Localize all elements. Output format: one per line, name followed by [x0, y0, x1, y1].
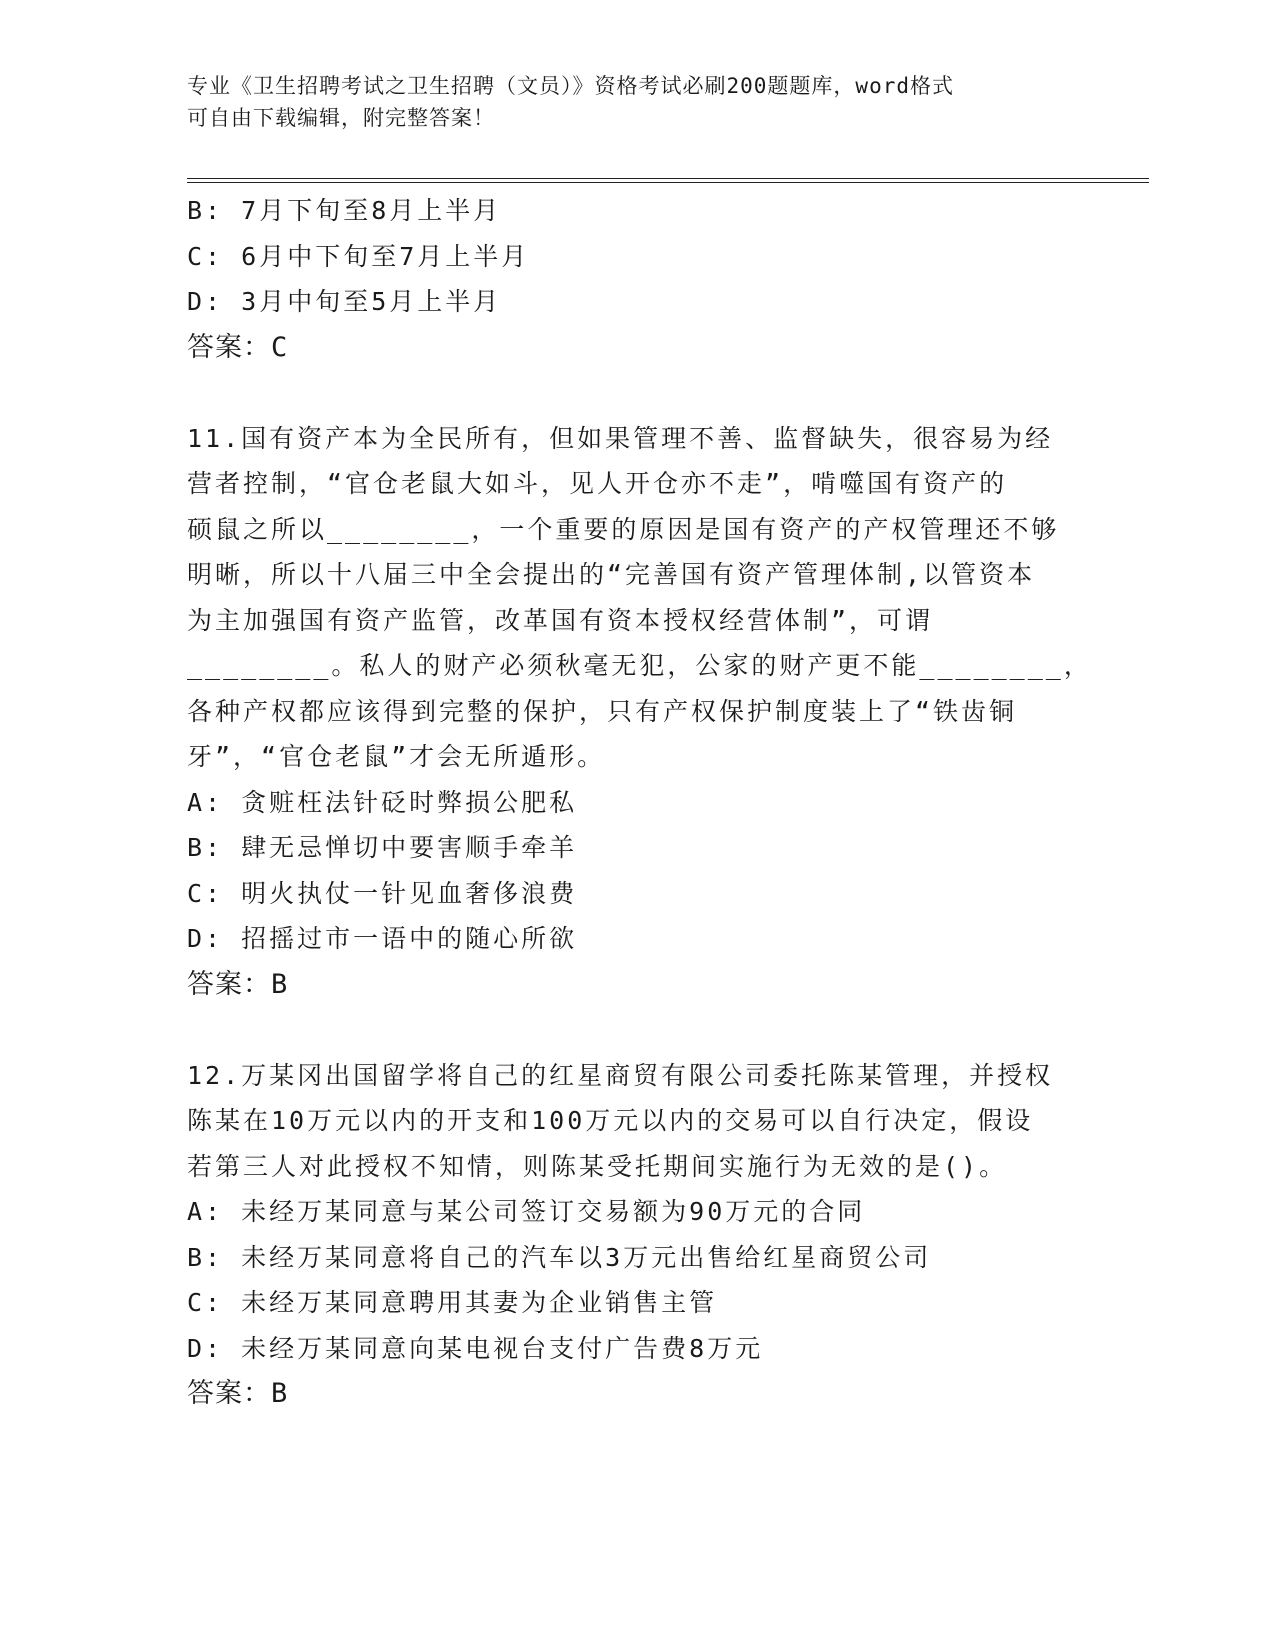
header-divider-top	[187, 178, 1149, 179]
option-d: D: 招摇过市一语中的随心所欲	[187, 924, 578, 953]
header-line-2: 可自由下载编辑，附完整答案！	[187, 106, 495, 130]
question-text-line: 各种产权都应该得到完整的保护，只有产权保护制度装上了“铁齿铜	[187, 696, 1018, 726]
question-text-line: 11.国有资产本为全民所有，但如果管理不善、监督缺失，很容易为经	[187, 423, 1054, 453]
document-body	[187, 188, 1092, 1417]
question-10	[187, 188, 1087, 370]
option-a: A: 贪赃枉法针砭时弊损公肥私	[187, 787, 578, 817]
answer: 答案：B	[187, 1378, 289, 1409]
option-c: C: 明火执仗一针见血奢侈浪费	[187, 878, 578, 908]
question-text-line: 陈某在10万元以内的开支和100万元以内的交易可以自行决定，假设	[187, 1106, 1034, 1135]
question-text-line: 营者控制，“官仓老鼠大如斗，见人开仓亦不走”，啃噬国有资产的	[187, 469, 1008, 498]
document-header	[187, 70, 1087, 134]
question-text-line: 为主加强国有资产监管，改革国有资本授权经营体制”，可谓	[187, 605, 934, 635]
option-b: B: 7月下旬至8月上半月	[187, 196, 502, 225]
question-text-line: 若第三人对此授权不知情，则陈某受托期间实施行为无效的是()。	[187, 1151, 1008, 1181]
option-c: C: 未经万某同意聘用其妻为企业销售主管	[187, 1288, 718, 1317]
header-divider-bottom	[187, 182, 1149, 183]
question-12	[187, 1053, 1087, 1417]
answer: 答案：C	[187, 331, 289, 363]
option-b: B: 未经万某同意将自己的汽车以3万元出售给红星商贸公司	[187, 1242, 932, 1272]
option-d: D: 未经万某同意向某电视台支付广告费8万元	[187, 1333, 764, 1363]
option-d: D: 3月中旬至5月上半月	[187, 287, 502, 316]
option-c: C: 6月中下旬至7月上半月	[187, 241, 530, 271]
spacer	[187, 370, 1087, 416]
option-b: B: 肆无忌惮切中要害顺手牵羊	[187, 833, 578, 862]
header-line-1: 专业《卫生招聘考试之卫生招聘（文员）》资格考试必刷200题题库，word格式	[187, 74, 954, 98]
option-a: A: 未经万某同意与某公司签订交易额为90万元的合同	[187, 1197, 866, 1226]
question-11	[187, 416, 1092, 1008]
question-text-line: 12.万某冈出国留学将自己的红星商贸有限公司委托陈某管理，并授权	[187, 1060, 1054, 1090]
question-text-line: 硕鼠之所以________，一个重要的原因是国有资产的产权管理还不够	[187, 514, 1060, 544]
question-text-line: 明晰，所以十八届三中全会提出的“完善国有资产管理体制,以管资本	[187, 560, 1036, 589]
question-text-line: 牙”，“官仓老鼠”才会无所遁形。	[187, 742, 606, 771]
answer: 答案：B	[187, 968, 289, 1000]
question-text-line: ________。私人的财产必须秋毫无犯，公家的财产更不能________，	[187, 651, 1092, 680]
spacer	[187, 1007, 1087, 1053]
